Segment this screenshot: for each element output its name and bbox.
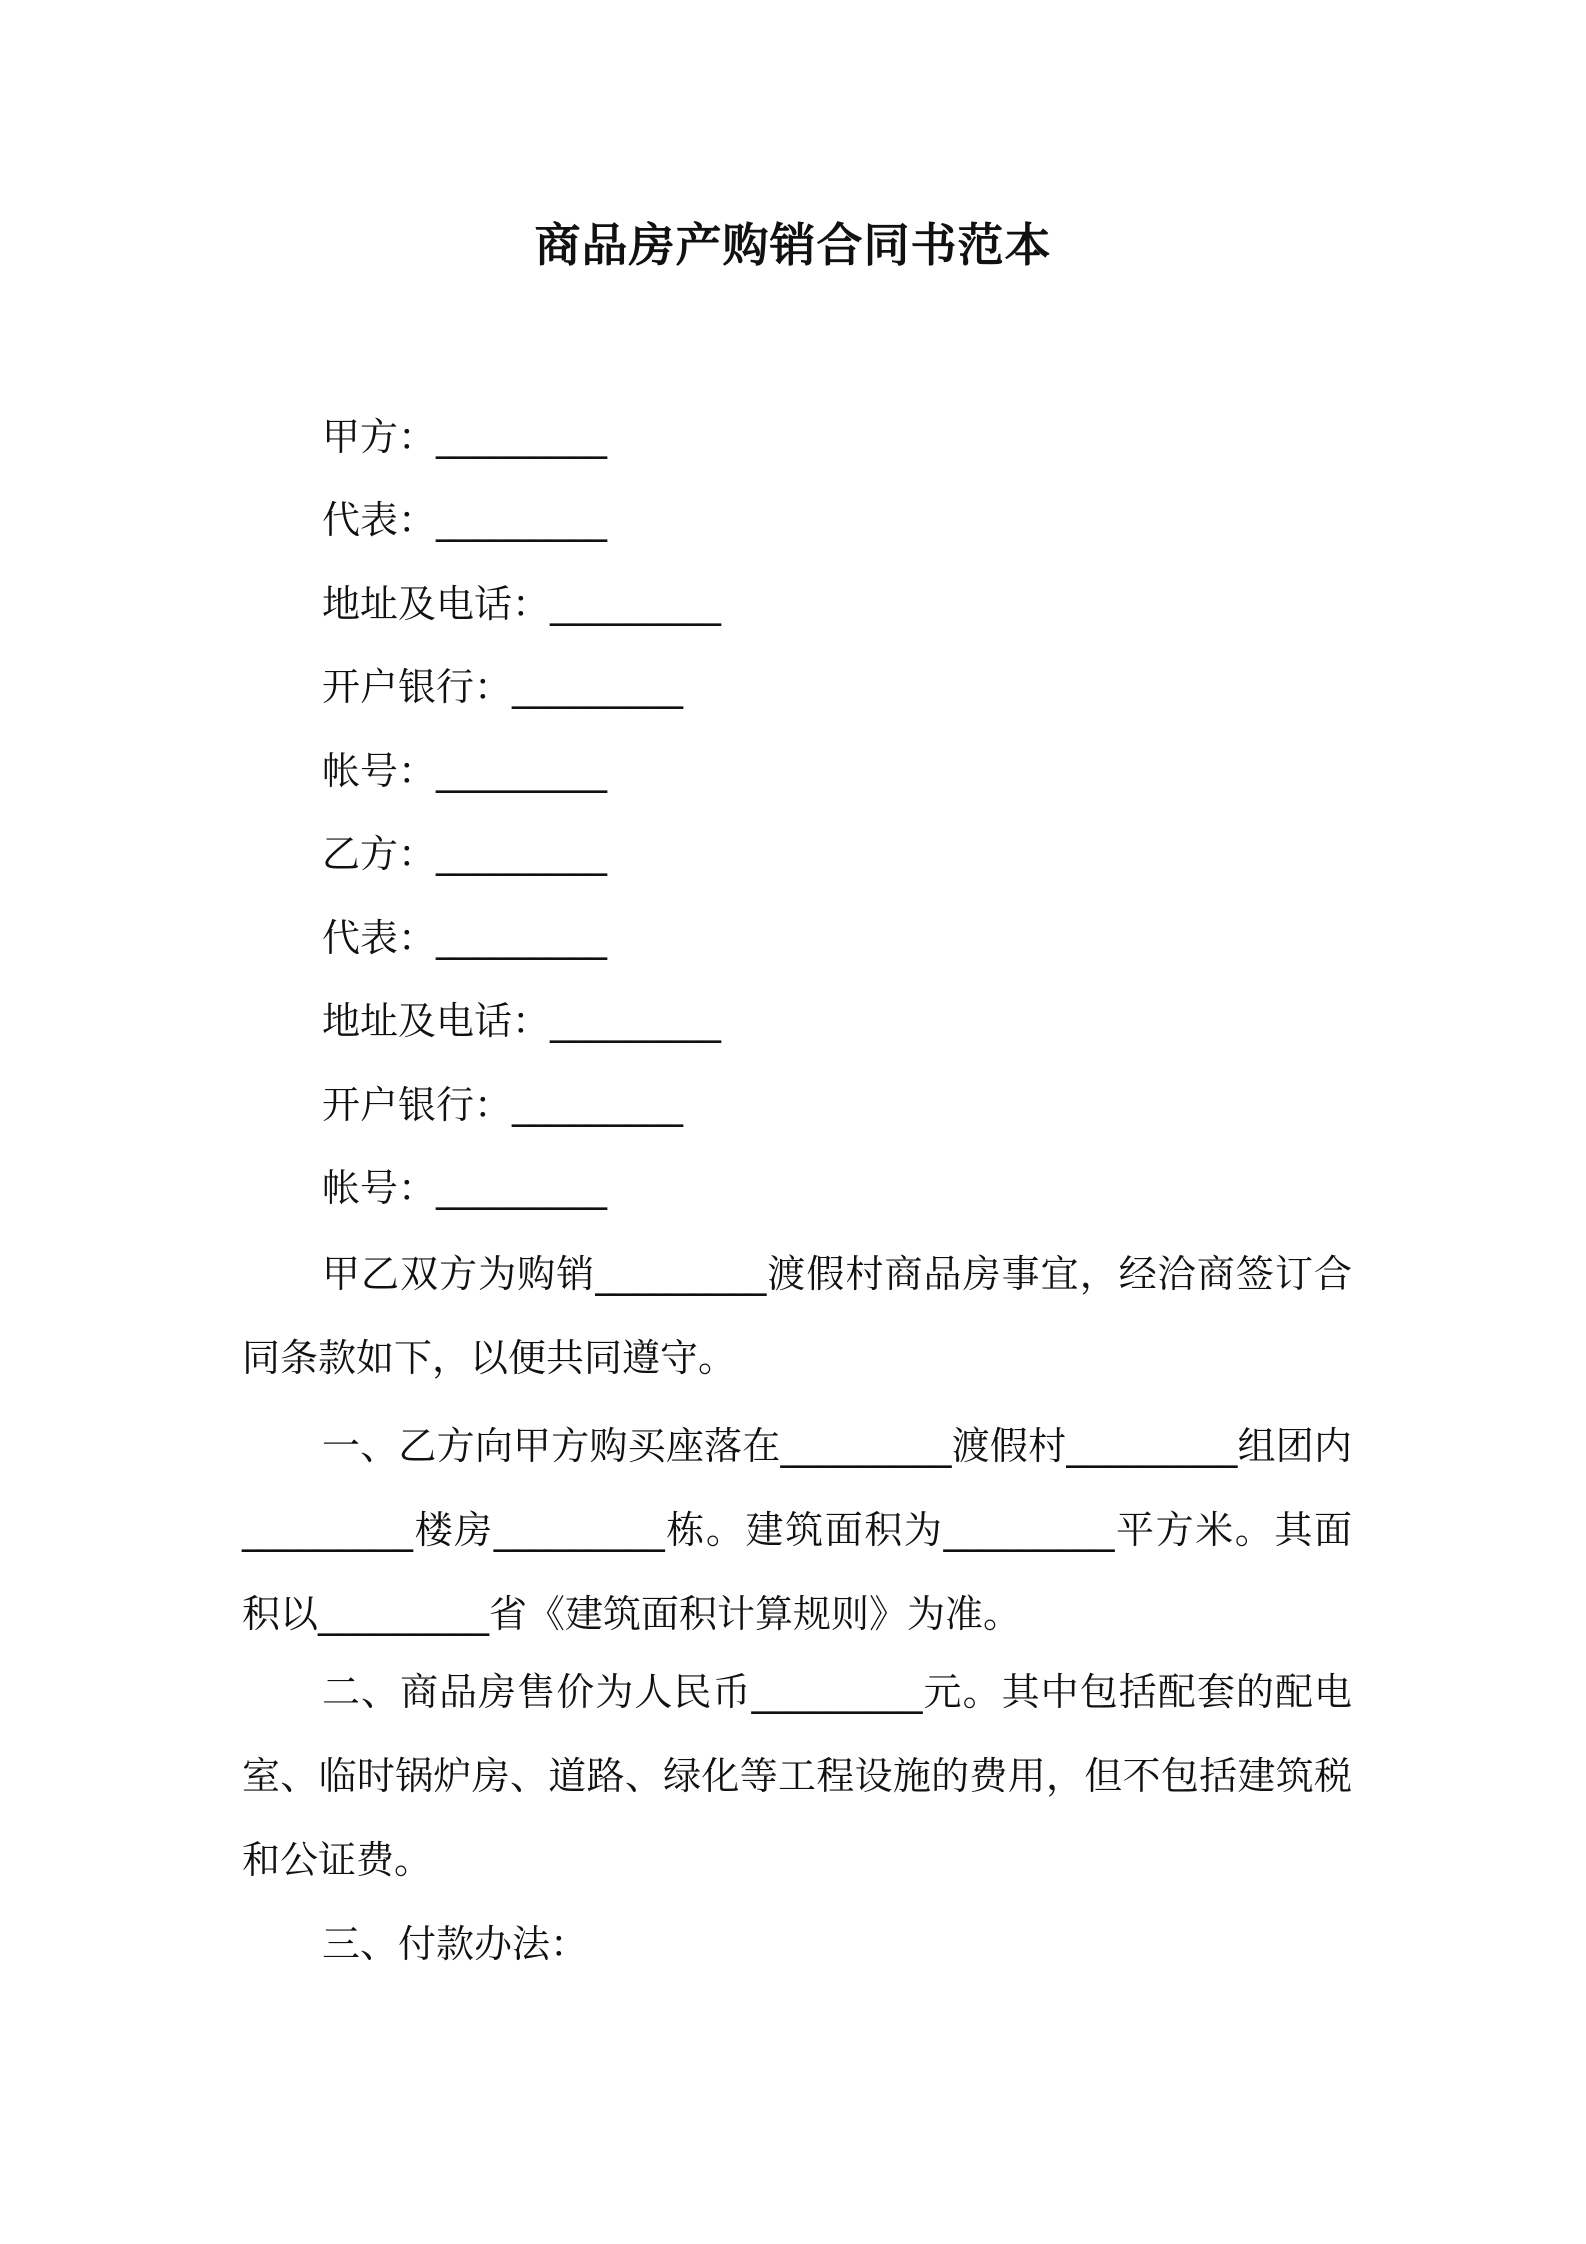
party-a-account: 帐号：_________ [322, 749, 608, 793]
party-a-name: 甲方：_________ [322, 415, 608, 459]
clause-2-paragraph: 二、商品房售价为人民币_________元。其中包括配套的配电室、临时锅炉房、道路、绿化等工程设施的费用，但不包括建筑税和公证费。 [242, 1670, 1352, 1882]
clause-1-paragraph: 一、乙方向甲方购买座落在_________渡假村_________组团内_________楼房_________栋。建筑面积为_________平方米。其面积以_________省《建筑面积计算规则》为准。 [242, 1424, 1352, 1636]
document-title: 商品房产购销合同书范本 [534, 218, 1052, 272]
party-b-name: 乙方：_________ [322, 832, 608, 876]
party-b-bank: 开户银行：_________ [322, 1083, 684, 1127]
party-a-address-phone: 地址及电话：_________ [322, 582, 722, 626]
clause-3-heading: 三、付款办法： [322, 1922, 589, 1966]
party-a-representative: 代表：_________ [322, 498, 608, 542]
party-a-bank: 开户银行：_________ [322, 665, 684, 709]
party-b-account: 帐号：_________ [322, 1166, 608, 1210]
preamble-paragraph: 甲乙双方为购销_________渡假村商品房事宜，经洽商签订合同条款如下，以便共同遵守。 [242, 1252, 1352, 1380]
party-b-representative: 代表：_________ [322, 916, 608, 960]
party-b-address-phone: 地址及电话：_________ [322, 999, 722, 1043]
